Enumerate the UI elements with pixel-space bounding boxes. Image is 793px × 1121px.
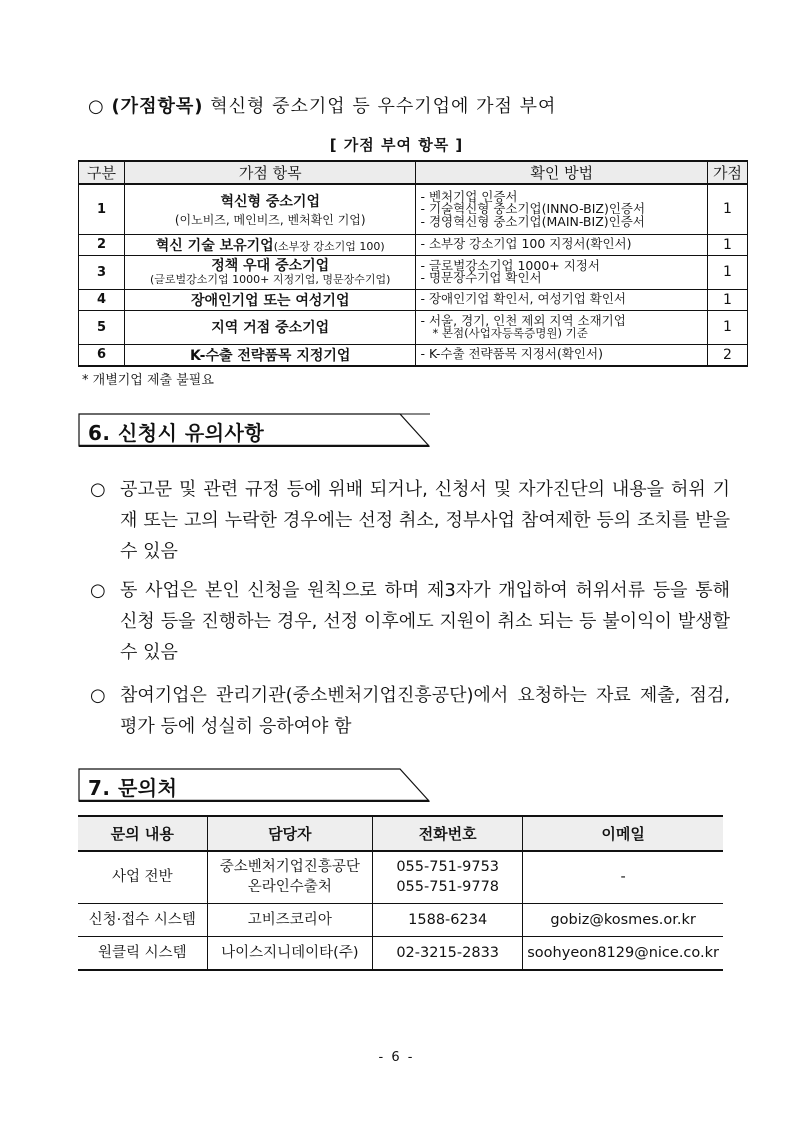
notice-text: 참여기업은 관리기관(중소벤처기업진흥공단)에서 요청하는 자료 제출, 점검, 평가 등에 성실히 응하여야 함 <box>120 685 730 737</box>
row-item <box>124 234 416 255</box>
notice-text: 공고문 및 관련 규정 등에 위배 되거나, 신청서 및 자가진단의 내용을 허위 기재 또는 고의 누락한 경우에는 선정 취소, 정부사업 참여제한 등의 조치를 받을 수 있음 <box>120 479 730 562</box>
header-topic: 문의 내용 <box>78 816 207 851</box>
table-row <box>79 255 748 289</box>
notice-item <box>90 575 730 668</box>
section-6-header <box>78 413 430 447</box>
method-line: - 기술혁신형 중소기업(INNO-BIZ)인증서 <box>420 201 646 216</box>
contact-email: - <box>523 851 723 903</box>
table-row <box>78 851 723 903</box>
row-item-sub: (소부장 강소기업 100) <box>273 239 385 253</box>
method-line: - K-수출 전략품목 지정서(확인서) <box>420 346 603 362</box>
phone-line: 055-751-9753 <box>396 859 500 876</box>
bullet-symbol: ○ <box>90 685 106 706</box>
bullet-symbol: ○ <box>88 96 105 117</box>
method-line: - 소부장 강소기업 100 지정서(확인서) <box>420 236 632 252</box>
contact-topic: 신청·접수 시스템 <box>78 903 207 936</box>
method-line: - 서울, 경기, 인천 제외 지역 소재기업 <box>420 312 626 328</box>
row-item-sub: (이노비즈, 메인비즈, 벤처확인 기업) <box>174 212 366 227</box>
header-phone: 전화번호 <box>373 816 523 851</box>
table-row <box>79 344 748 366</box>
row-item-name: 혁신 기술 보유기업 <box>155 237 274 254</box>
bullet-symbol: ○ <box>90 580 106 601</box>
row-method <box>416 310 708 344</box>
method-line: - 벤처기업 인증서 <box>420 188 518 204</box>
notice-item <box>90 680 730 742</box>
row-points: 2 <box>708 344 748 366</box>
row-method <box>416 344 708 366</box>
row-item-name: K-수출 전략품목 지정기업 <box>190 347 351 364</box>
contact-person: 나이스지니데이타(주) <box>207 936 373 970</box>
header-item: 가점 항목 <box>124 161 416 184</box>
row-item <box>124 184 416 234</box>
score-table <box>78 160 748 367</box>
contact-email[interactable]: soohyeon8129@nice.co.kr <box>523 936 723 970</box>
header-method: 확인 방법 <box>416 161 708 184</box>
row-no: 4 <box>79 289 125 310</box>
contact-phone <box>373 851 523 903</box>
contact-table <box>78 815 723 971</box>
contact-email[interactable]: gobiz@kosmes.or.kr <box>523 903 723 936</box>
score-table-footnote: * 개별기업 제출 불필요 <box>82 373 214 388</box>
method-line: - 장애인기업 확인서, 여성기업 확인서 <box>420 291 626 307</box>
row-points: 1 <box>708 255 748 289</box>
contact-phone: 1588-6234 <box>373 903 523 936</box>
contact-person <box>207 851 373 903</box>
row-points: 1 <box>708 310 748 344</box>
contact-topic: 원클릭 시스템 <box>78 936 207 970</box>
bullet-symbol: ○ <box>90 479 106 500</box>
row-method <box>416 234 708 255</box>
row-points: 1 <box>708 234 748 255</box>
table-row <box>79 184 748 234</box>
table-row <box>78 903 723 936</box>
contact-line: 중소벤처기업진흥공단 <box>219 859 360 876</box>
score-table-caption: [ 가점 부여 항목 ] <box>329 136 464 154</box>
row-no: 2 <box>79 234 125 255</box>
row-item-sub: (글로벌강소기업 1000+ 지정기업, 명문장수기업) <box>150 272 391 286</box>
row-item <box>124 344 416 366</box>
contact-person: 고비즈코리아 <box>207 903 373 936</box>
contact-phone: 02-3215-2833 <box>373 936 523 970</box>
row-method <box>416 289 708 310</box>
table-row <box>79 310 748 344</box>
section-6-title: 6. 신청시 유의사항 <box>88 421 265 445</box>
notice-item <box>90 474 730 567</box>
row-no: 6 <box>79 344 125 366</box>
score-table-header <box>79 161 748 184</box>
contact-topic: 사업 전반 <box>78 851 207 903</box>
row-item-name: 정책 우대 중소기업 <box>211 257 330 274</box>
method-line: - 경영혁신형 중소기업(MAIN-BIZ)인증서 <box>420 213 645 229</box>
row-item-name: 지역 거점 중소기업 <box>211 320 330 336</box>
header-contact: 담당자 <box>207 816 373 851</box>
header-points: 가점 <box>708 161 748 184</box>
method-line: - 명문장수기업 확인서 <box>420 270 542 285</box>
table-row <box>79 289 748 310</box>
header-email: 이메일 <box>523 816 723 851</box>
intro-text: 혁신형 중소기업 등 우수기업에 가점 부여 <box>210 96 557 117</box>
row-item <box>124 310 416 344</box>
notice-text: 동 사업은 본인 신청을 원칙으로 하며 제3자가 개입하여 허위서류 등을 통해 신청 등을 진행하는 경우, 선정 이후에도 지원이 취소 되는 등 불이익이 발생할 수 있음 <box>120 580 730 663</box>
contact-line: 온라인수출처 <box>247 879 332 896</box>
row-method <box>416 184 708 234</box>
row-item <box>124 255 416 289</box>
method-note: * 본점(사업자등록증명원) 기준 <box>432 326 588 340</box>
table-row <box>79 234 748 255</box>
phone-line: 055-751-9778 <box>396 879 500 896</box>
method-line: - 글로벌강소기업 1000+ 지정서 <box>420 257 600 273</box>
intro-bullet <box>88 92 556 118</box>
section-7-header <box>78 768 430 802</box>
row-no: 5 <box>79 310 125 344</box>
row-points: 1 <box>708 184 748 234</box>
row-points: 1 <box>708 289 748 310</box>
row-item-name: 혁신형 중소기업 <box>220 193 320 210</box>
table-row <box>78 936 723 970</box>
page-number: - 6 - <box>378 1050 415 1065</box>
row-item <box>124 289 416 310</box>
row-no: 3 <box>79 255 125 289</box>
contact-table-header <box>78 816 723 851</box>
row-item-name: 장애인기업 또는 여성기업 <box>190 292 350 309</box>
row-no: 1 <box>79 184 125 234</box>
row-method <box>416 255 708 289</box>
header-no: 구분 <box>79 161 125 184</box>
intro-label: (가점항목) <box>111 96 204 117</box>
section-7-title: 7. 문의처 <box>88 776 178 800</box>
